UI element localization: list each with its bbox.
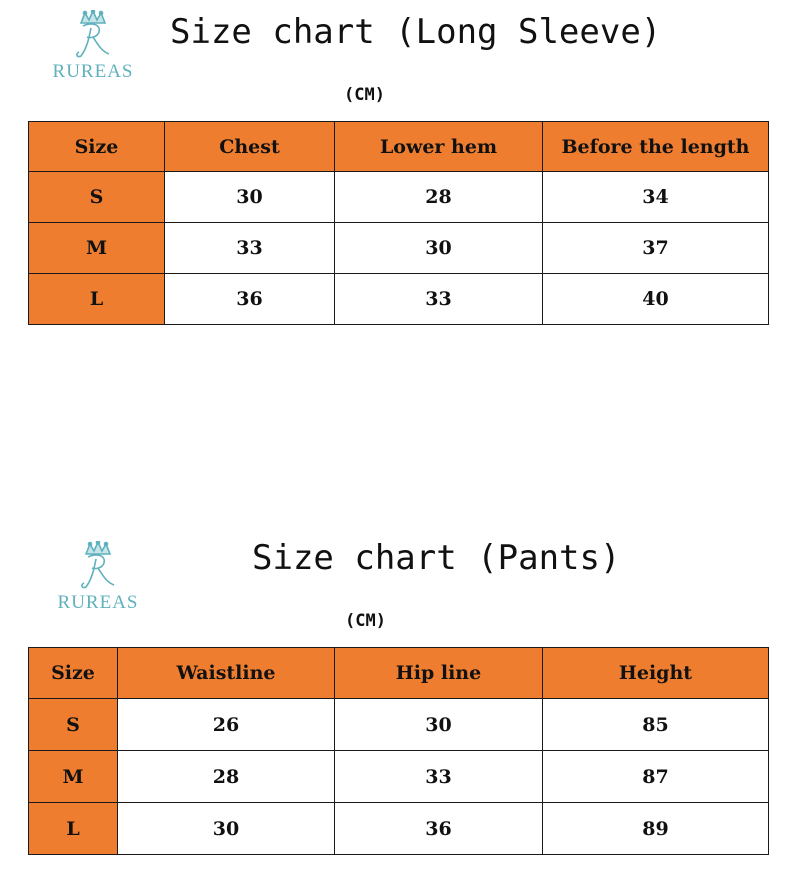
table-cell: 85 — [543, 699, 769, 751]
size-table-pants — [28, 647, 769, 855]
size-cell: S — [29, 172, 165, 223]
header-size: Size — [29, 122, 165, 172]
table-cell: 89 — [543, 803, 769, 855]
brand-name: RUREAS — [52, 61, 134, 82]
header-chest: Chest — [165, 122, 335, 172]
size-cell: S — [29, 699, 118, 751]
chart-title-long-sleeve: Size chart (Long Sleeve) — [170, 12, 662, 52]
table-cell: 34 — [543, 172, 769, 223]
table-cell: 87 — [543, 751, 769, 803]
unit-label-pants: (CM) — [345, 611, 386, 631]
table-row — [29, 274, 769, 325]
crown-monogram-icon — [68, 541, 128, 591]
table-cell: 30 — [335, 699, 543, 751]
header-before-the-length: Before the length — [543, 122, 769, 172]
crown-monogram-icon — [63, 10, 123, 60]
chart-title-pants: Size chart (Pants) — [252, 538, 621, 578]
header-waistline: Waistline — [118, 648, 335, 699]
header-size: Size — [29, 648, 118, 699]
table-cell: 26 — [118, 699, 335, 751]
table-cell: 37 — [543, 223, 769, 274]
header-hip-line: Hip line — [335, 648, 543, 699]
table-row — [29, 223, 769, 274]
table-header-row — [29, 648, 769, 699]
brand-name: RUREAS — [57, 592, 139, 613]
size-cell: L — [29, 274, 165, 325]
size-cell: M — [29, 751, 118, 803]
table-cell: 28 — [118, 751, 335, 803]
table-cell: 33 — [335, 274, 543, 325]
table-cell: 36 — [165, 274, 335, 325]
table-header-row — [29, 122, 769, 172]
table-cell: 33 — [165, 223, 335, 274]
table-cell: 30 — [335, 223, 543, 274]
header-height: Height — [543, 648, 769, 699]
table-row — [29, 803, 769, 855]
table-cell: 40 — [543, 274, 769, 325]
table-cell: 28 — [335, 172, 543, 223]
table-row — [29, 699, 769, 751]
table-cell: 30 — [165, 172, 335, 223]
header-lower-hem: Lower hem — [335, 122, 543, 172]
unit-label-long-sleeve: (CM) — [344, 85, 385, 105]
table-cell: 30 — [118, 803, 335, 855]
size-cell: L — [29, 803, 118, 855]
table-cell: 33 — [335, 751, 543, 803]
table-row — [29, 751, 769, 803]
brand-logo — [43, 541, 153, 614]
table-row — [29, 172, 769, 223]
size-table-long-sleeve — [28, 121, 769, 325]
table-cell: 36 — [335, 803, 543, 855]
size-cell: M — [29, 223, 165, 274]
brand-logo — [38, 10, 148, 83]
